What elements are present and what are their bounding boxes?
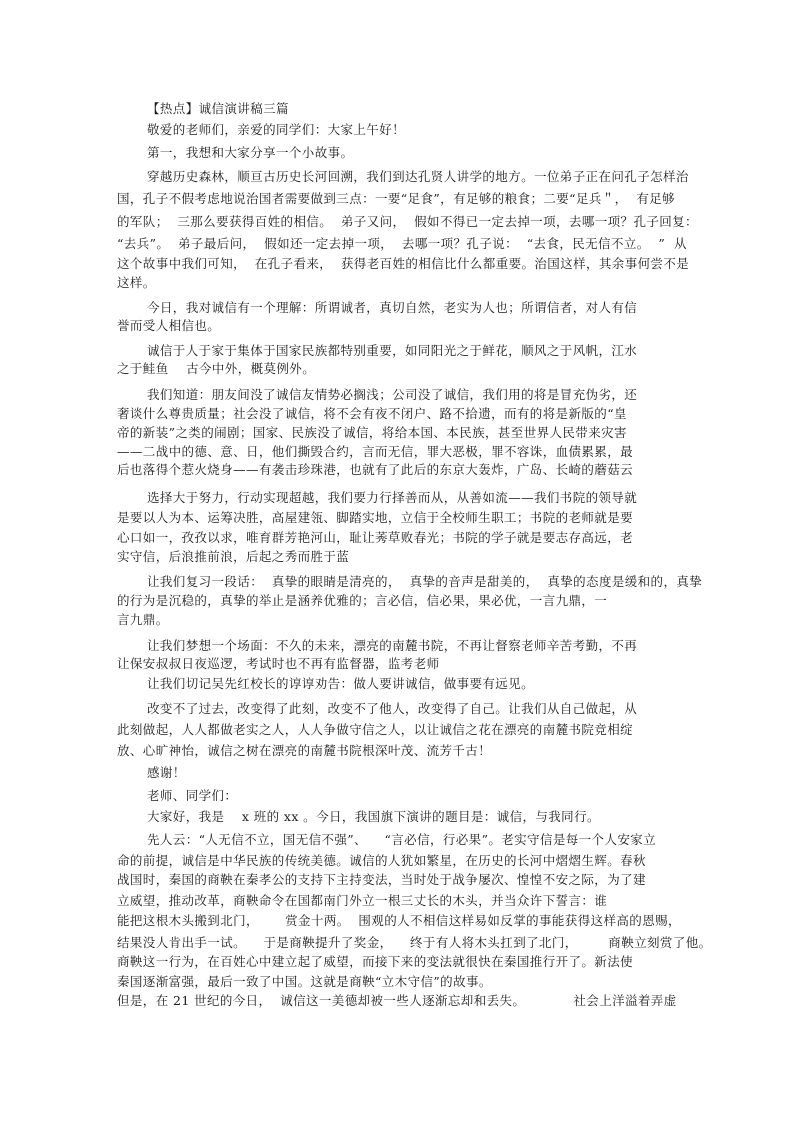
text-line: 我们知道：朋友间没了诚信友情势必搁浅；公司没了诚信，我们用的将是冒充伪劣，还: [147, 387, 638, 402]
text-line: 让保安叔叔日夜巡逻，考试时也不再有监督器，监考老师: [117, 656, 440, 671]
text-line: 誉而受人相信也。: [117, 318, 221, 333]
text-line: 选择大于努力，行动实现超越，我们要力行择善而从，从善如流——我们书院的领导就: [147, 490, 638, 505]
text-line: 奢谈什么尊贵质量；社会没了诚信，将不会有夜不闭户、路不拾遗，而有的将是新版的“皇: [117, 406, 627, 421]
text-line: 战国时，秦国的商鞅在秦孝公的支持下主持变法，当时处于战争屡次、惶惶不安之际，为了建: [117, 872, 646, 887]
text-line: 但是，在 21 世纪的今日， 诚信这一美德却被一些人逐渐忘却和丢失。 社会上洋溢着弄虚: [117, 993, 677, 1008]
text-line: 后也落得个惹火烧身——有袭击珍珠港，也就有了此后的东京大轰炸，广岛、长崎的蘑菇云: [117, 462, 634, 477]
text-line: 心口如一，孜孜以求，唯育群芳艳河山，耻让莠草败春光；书院的学子就是要志存高远，老: [117, 530, 634, 545]
text-line: ——二战中的德、意、日，他们撕毁合约，言而无信，罪大恶极，罪不容诛，血债累累，最: [117, 444, 634, 459]
text-line: 立威望，推动改革，商鞅命令在国都南门外立一根三丈长的木头，并当众许下誓言：谁: [117, 893, 608, 908]
text-line: 能把这根木头搬到北门， 赏金十两。 围观的人不相信这样易如反掌的事能获得这样高的恩赐，: [117, 913, 681, 928]
text-line: 商鞅这一行为，在百姓心中建立起了威望，而接下来的变法就很快在秦国推行开了。新法使: [117, 954, 634, 969]
text-line: 是要以人为本、运筹决胜，高屋建瓴、脚踏实地，立信于全校师生职工；书院的老师就是要: [117, 510, 634, 525]
text-line: 这个故事中我们可知， 在孔子看来， 获得老百姓的相信比什么都重要。治国这样，其余事何尝不是: [117, 256, 690, 271]
text-line: 帝的新装”之类的闹剧；国家、民族没了诚信，将给本国、本民族，甚至世界人民带来灾害: [117, 425, 627, 440]
text-line: 诚信于人于家于集体于国家民族都特别重要，如同阳光之于鲜花，顺风之于风帆，江水: [147, 343, 638, 358]
text-line: 秦国逐渐富强，最后一致了中国。这就是商鞅“立木守信”的故事。: [117, 974, 492, 989]
text-line: 的行为是沉稳的，真挚的举止是涵养优雅的；言必信，信必果，果必优，一言九鼎，一: [117, 593, 608, 608]
text-line: 命的前提，诚信是中华民族的传统美德。诚信的人犹如繁星，在历史的长河中熠熠生辉。春秋: [117, 853, 646, 868]
text-line: 让我们复习一段话： 真挚的眼睛是清亮的， 真挚的音声是甜美的， 真挚的态度是缓和的，真挚: [147, 574, 703, 589]
text-line: 这样。: [117, 275, 156, 290]
text-line: 国，孔子不假考虑地说治国者需要做到三点：一要“足食”，有足够的粮食；二要“足兵＂， 有足够: [117, 191, 676, 206]
text-line: 让我们切记吴先红校长的谆谆劝告：做人要讲诚信，做事要有远见。: [147, 676, 535, 691]
text-line: 第一，我想和大家分享一个小故事。: [147, 145, 354, 160]
text-line: 让我们梦想一个场面：不久的未来，漂亮的南麓书院，不再让督察老师辛苦考勤，不再: [147, 638, 638, 653]
text-line: 改变不了过去，改变得了此刻，改变不了他人，改变得了自己。让我们从自己做起，从: [147, 701, 638, 716]
text-line: 结果没人肯出手一试。 于是商鞅提升了奖金， 终于有人将木头扛到了北门， 商鞅立刻赏了他。: [117, 935, 712, 950]
text-line: “去兵”。 弟子最后问， 假如还一定去掉一项， 去哪一项？孔子说： “去食，民无信不立。 ” 从: [117, 236, 687, 251]
text-line: 放、心旷神怡，诚信之树在漂亮的南麓书院根深叶茂、流芳千古！: [117, 743, 492, 758]
text-line: 穿越历史森林，顺亘古历史长河回溯，我们到达孔贤人讲学的地方。一位弟子正在问孔子怎样治: [147, 169, 689, 184]
text-line: 先人云：“人无信不立，国无信不强”、 “言必信，行必果”。老实守信是每一个人安家立: [147, 832, 657, 847]
text-line: 言九鼎。: [117, 612, 169, 627]
text-line: 老师、同学们：: [147, 788, 238, 803]
text-line: 今日，我对诚信有一个理解：所谓诚者，真切自然，老实为人也；所谓信者，对人有信: [147, 300, 638, 315]
text-line: 实守信，后浪推前浪，后起之秀而胜于蓝: [117, 549, 350, 564]
text-line: 大家好，我是 x 班的 xx 。今日，我国旗下演讲的题目是：诚信，与我同行。: [147, 809, 600, 824]
document-title: 【热点】诚信演讲稿三篇: [147, 101, 289, 116]
text-line: 感谢！: [147, 765, 186, 780]
text-line: 之于鲑鱼 古今中外，概莫例外。: [117, 361, 316, 376]
text-line: 敬爱的老师们，亲爱的同学们：大家上午好！: [147, 122, 406, 137]
text-line: 的军队； 三那么要获得百姓的相信。 弟子又问， 假如不得已一定去掉一项，去哪一项？孔子回复：: [117, 214, 698, 229]
text-line: 此刻做起，人人都做老实之人，人人争做守信之人，以让诚信之花在漂亮的南麓书院竞相绽: [117, 722, 634, 737]
